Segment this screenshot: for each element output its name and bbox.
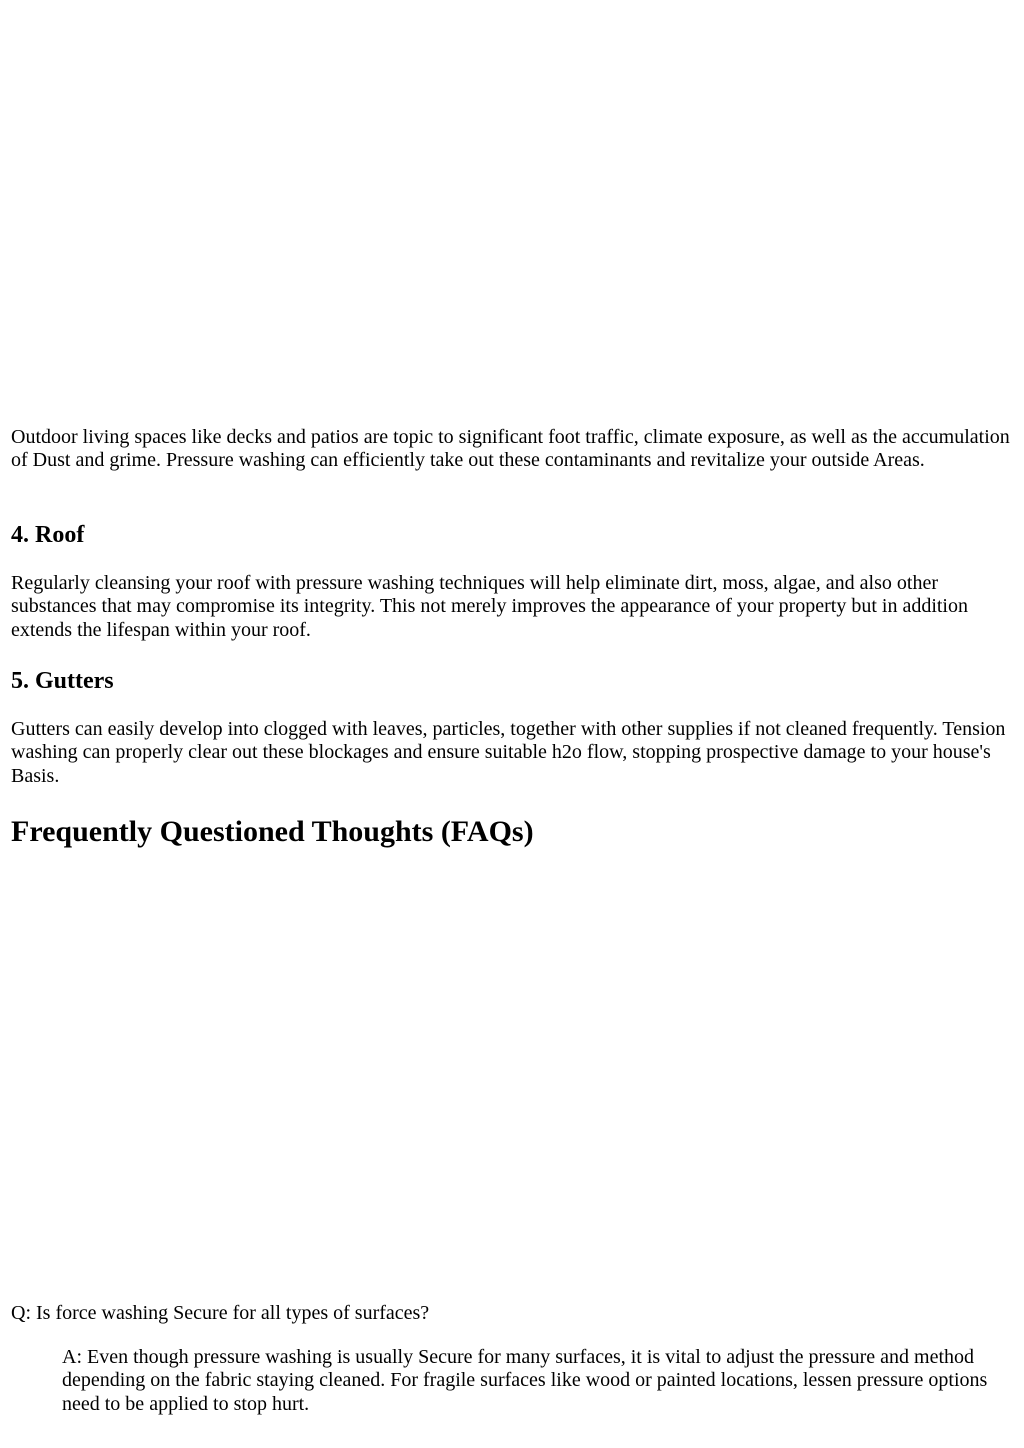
image-placeholder-middle	[0, 860, 1024, 1300]
section-heading-roof: 4. Roof	[11, 522, 85, 548]
image-placeholder-top	[0, 0, 1024, 420]
faq-heading: Frequently Questioned Thoughts (FAQs)	[11, 815, 534, 848]
faq-question: Q: Is force washing Secure for all types of surfaces?	[11, 1302, 430, 1324]
section-heading-gutters: 5. Gutters	[11, 668, 114, 694]
faq-answer: A: Even though pressure washing is usually Secure for many surfaces, it is vital to adjust the pressure and method depending on the fabric staying cleaned. For fragile surfaces like wood or painted locations, lessen pressure options need to be applied to stop hurt.	[62, 1346, 988, 1415]
intro-paragraph: Outdoor living spaces like decks and patios are topic to significant foot traffic, climate exposure, as well as the accumulation of Dust and grime. Pressure washing can efficiently take out these contaminants and revitalize your outside Areas.	[11, 426, 1010, 472]
section-body-gutters: Gutters can easily develop into clogged with leaves, particles, together with other supplies if not cleaned frequently. Tension washing can properly clear out these blockages and ensure suitable h2o flow, stopping prospective damage to your house's Basis.	[11, 718, 1006, 787]
section-body-roof: Regularly cleansing your roof with pressure washing techniques will help eliminate dirt, moss, algae, and also other substances that may compromise its integrity. This not merely improves the appearance of your property but in addition extends the lifespan within your roof.	[11, 572, 968, 641]
